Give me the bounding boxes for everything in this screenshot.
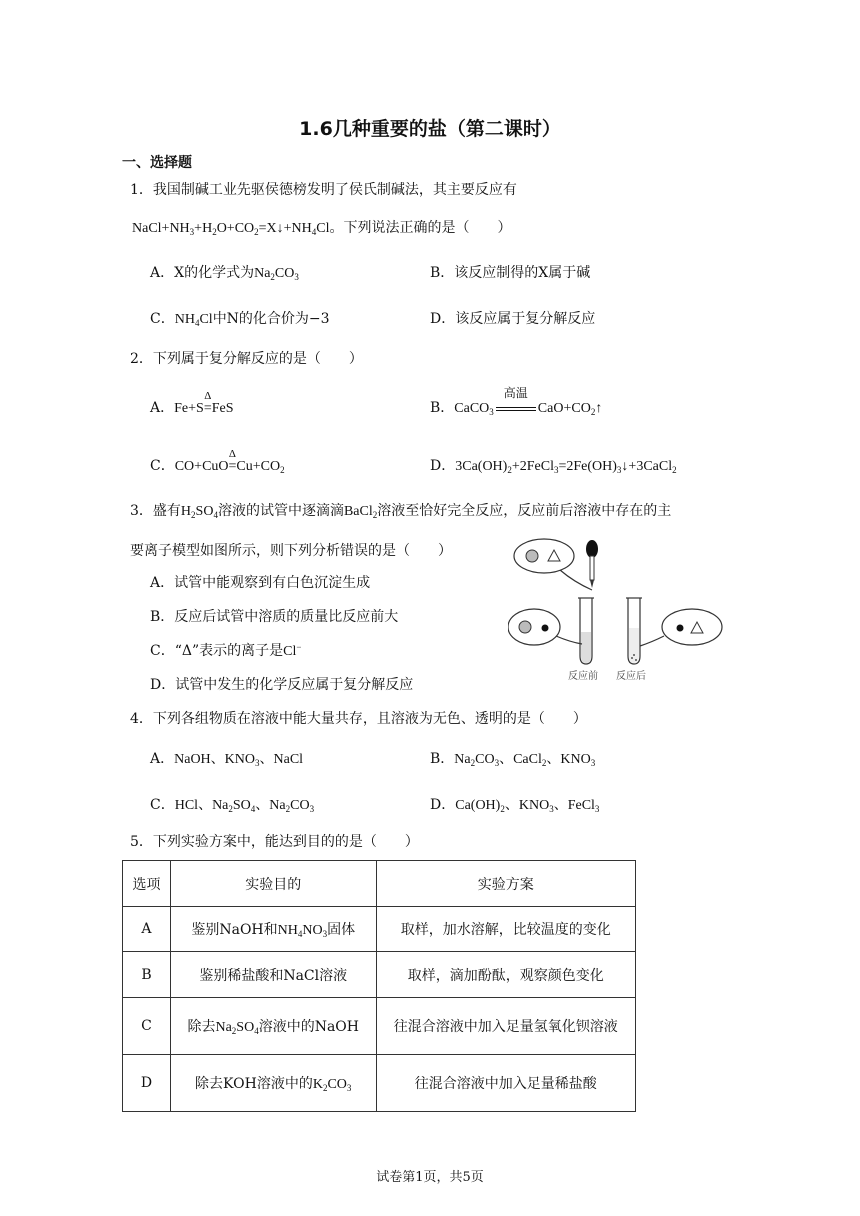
row-option: C bbox=[123, 998, 171, 1055]
experiment-table bbox=[122, 860, 636, 1112]
after-label: 反应后 bbox=[616, 671, 646, 682]
q3-option-b[interactable]: B．反应后试管中溶质的质量比反应前大 bbox=[150, 609, 399, 625]
hatched-ion-icon bbox=[526, 550, 538, 562]
q5-stem: 5．下列实验方案中，能达到目的的是（ ） bbox=[130, 834, 419, 850]
row-option: B bbox=[123, 952, 171, 998]
q1-option-c-label: C． bbox=[150, 311, 175, 327]
before-label: 反应前 bbox=[568, 671, 598, 682]
liquid-after bbox=[629, 628, 639, 663]
dropper-bulb-icon bbox=[586, 540, 598, 558]
dropper-bubble bbox=[514, 539, 574, 573]
q2-option-a[interactable] bbox=[150, 390, 234, 419]
q3-option-a[interactable]: A．试管中能观察到有白色沉淀生成 bbox=[150, 575, 371, 591]
ion-model-diagram bbox=[508, 536, 730, 684]
q1-option-a-formula: $Na_2CO_3$ bbox=[254, 266, 299, 282]
heat-symbol: Δ bbox=[228, 448, 236, 460]
black-ion-icon bbox=[542, 625, 549, 632]
ion-model-figure bbox=[508, 536, 730, 684]
q1-option-b[interactable]: B．该反应制得的X属于碱 bbox=[430, 265, 591, 281]
q1-stem: 1．我国制碱工业先驱侯德榜发明了侯氏制碱法，其主要反应有 bbox=[130, 182, 517, 198]
row-plan: 往混合溶液中加入足量氢氧化钡溶液 bbox=[376, 998, 635, 1055]
q1-option-c[interactable] bbox=[150, 309, 330, 330]
q4-option-d[interactable] bbox=[430, 795, 599, 816]
q3-stem-c: 溶液至恰好完全反应，反应前后溶液中存在的主 bbox=[377, 503, 672, 519]
table-row bbox=[123, 952, 636, 998]
q4-option-d-label: D． bbox=[430, 797, 456, 813]
header-plan: 实验方案 bbox=[376, 861, 635, 907]
header-option: 选项 bbox=[123, 861, 171, 907]
q3-h2so4: $H_2SO_4$ bbox=[180, 504, 218, 520]
dropper-tube-icon bbox=[590, 556, 594, 580]
black-ion-icon bbox=[677, 625, 684, 632]
row-option: A bbox=[123, 907, 171, 952]
after-bubble-tail bbox=[640, 636, 664, 646]
precipitate-dot bbox=[631, 657, 633, 659]
row-plan: 取样，滴加酚酞，观察颜色变化 bbox=[376, 952, 635, 998]
precipitate-dot bbox=[635, 659, 637, 661]
q1-option-c-formula: $NH_4Cl$ bbox=[174, 312, 213, 328]
header-goal: 实验目的 bbox=[170, 861, 376, 907]
q1-option-c-tail: 中N的化合价为−3 bbox=[212, 311, 330, 327]
table-header-row bbox=[123, 861, 636, 907]
row-option: D bbox=[123, 1055, 171, 1112]
q4-option-b-label: B． bbox=[430, 751, 455, 767]
q2-option-d[interactable] bbox=[430, 456, 677, 477]
q2-option-d-formula: $3Ca(OH)_2+2FeCl_3=2Fe(OH)_3↓+3CaCl_2$ bbox=[455, 459, 677, 475]
dropper-tip-icon bbox=[590, 580, 594, 588]
q3-option-d[interactable]: D．试管中发生的化学反应属于复分解反应 bbox=[150, 677, 414, 693]
table-row bbox=[123, 907, 636, 952]
q1-equation-tail: 。下列说法正确的是（ ） bbox=[329, 220, 512, 236]
q3-stem-line1 bbox=[130, 501, 671, 522]
q4-stem: 4．下列各组物质在溶液中能大量共存，且溶液为无色、透明的是（ ） bbox=[130, 711, 587, 727]
q3-option-c-label: C．“Δ”表示的离子是 bbox=[150, 643, 284, 659]
section-heading: 一、选择题 bbox=[122, 155, 192, 171]
q4-option-c-formula: HCl、$Na_2SO_4$、$Na_2CO_3$ bbox=[174, 798, 315, 814]
q4-option-a[interactable] bbox=[150, 749, 303, 770]
q2-option-b-formula: CaCO$_3$ 高温 $CaO+CO_2↑$ bbox=[454, 401, 602, 416]
q2-option-d-label: D． bbox=[430, 458, 456, 474]
q1-equation bbox=[132, 218, 512, 239]
q4-option-b[interactable] bbox=[430, 749, 595, 770]
q2-option-c-label: C． bbox=[150, 458, 175, 474]
q2-option-a-label: A． bbox=[150, 400, 175, 416]
q1-option-a[interactable] bbox=[150, 263, 299, 284]
before-bubble-tail bbox=[556, 636, 582, 644]
q4-option-d-formula: $Ca(OH)_2$、$KNO_3$、FeCl$_3$ bbox=[455, 798, 600, 814]
q4-option-c[interactable] bbox=[150, 795, 314, 816]
dropper-bubble-tail bbox=[560, 570, 592, 590]
q4-option-a-label: A． bbox=[150, 751, 175, 767]
q2-option-c[interactable] bbox=[150, 448, 285, 477]
q3-option-c-formula: Cl− bbox=[283, 642, 302, 659]
liquid-before bbox=[581, 632, 591, 663]
row-plan: 取样，加水溶解，比较温度的变化 bbox=[376, 907, 635, 952]
row-goal: 鉴别NaOH和$NH_4NO_3$固体 bbox=[170, 907, 376, 952]
table-row bbox=[123, 998, 636, 1055]
page-title: 1.6几种重要的盐（第二课时） bbox=[299, 118, 561, 140]
q3-stem-line2: 要离子模型如图所示，则下列分析错误的是（ ） bbox=[130, 543, 452, 559]
q1-option-d[interactable]: D．该反应属于复分解反应 bbox=[430, 311, 596, 327]
before-bubble bbox=[508, 609, 560, 645]
q2-option-b-label: B． bbox=[430, 400, 455, 416]
q3-bacl2: BaCl$_2$ bbox=[343, 504, 378, 520]
q2-option-a-formula: Fe+S Δ =FeS bbox=[174, 401, 233, 416]
q3-stem-b: 溶液的试管中逐滴滴 bbox=[217, 503, 344, 519]
q3-stem-a: 3．盛有 bbox=[130, 503, 181, 519]
q1-equation-formula: $NaCl+NH_3+H_2O+CO_2=X↓+NH_4Cl$ bbox=[132, 221, 330, 237]
q4-option-c-label: C． bbox=[150, 797, 175, 813]
q2-stem: 2．下列属于复分解反应的是（ ） bbox=[130, 351, 363, 367]
q1-option-a-label: A．X的化学式为 bbox=[150, 265, 255, 281]
q2-option-b[interactable] bbox=[430, 386, 603, 419]
row-goal: 除去KOH溶液中的$K_2CO_3$ bbox=[170, 1055, 376, 1112]
high-temp-condition: 高温 bbox=[503, 386, 528, 400]
after-bubble bbox=[662, 609, 722, 645]
row-goal: 鉴别稀盐酸和NaCl溶液 bbox=[170, 952, 376, 998]
q3-option-c[interactable] bbox=[150, 641, 301, 662]
row-goal: 除去$Na_2SO_4$溶液中的NaOH bbox=[170, 998, 376, 1055]
page-footer: 试卷第1页，共5页 bbox=[376, 1170, 484, 1185]
precipitate-dot bbox=[633, 654, 635, 656]
q4-option-b-formula: $Na_2CO_3$、CaCl$_2$、$KNO_3$ bbox=[454, 752, 596, 768]
hatched-ion-icon bbox=[519, 621, 531, 633]
row-plan: 往混合溶液中加入足量稀盐酸 bbox=[376, 1055, 635, 1112]
heat-symbol: Δ bbox=[204, 390, 212, 402]
table-row bbox=[123, 1055, 636, 1112]
q2-option-c-formula: CO+CuO Δ $=Cu+CO_2$ bbox=[175, 459, 285, 474]
q4-option-a-formula: NaOH、$KNO_3$、NaCl bbox=[174, 752, 304, 768]
